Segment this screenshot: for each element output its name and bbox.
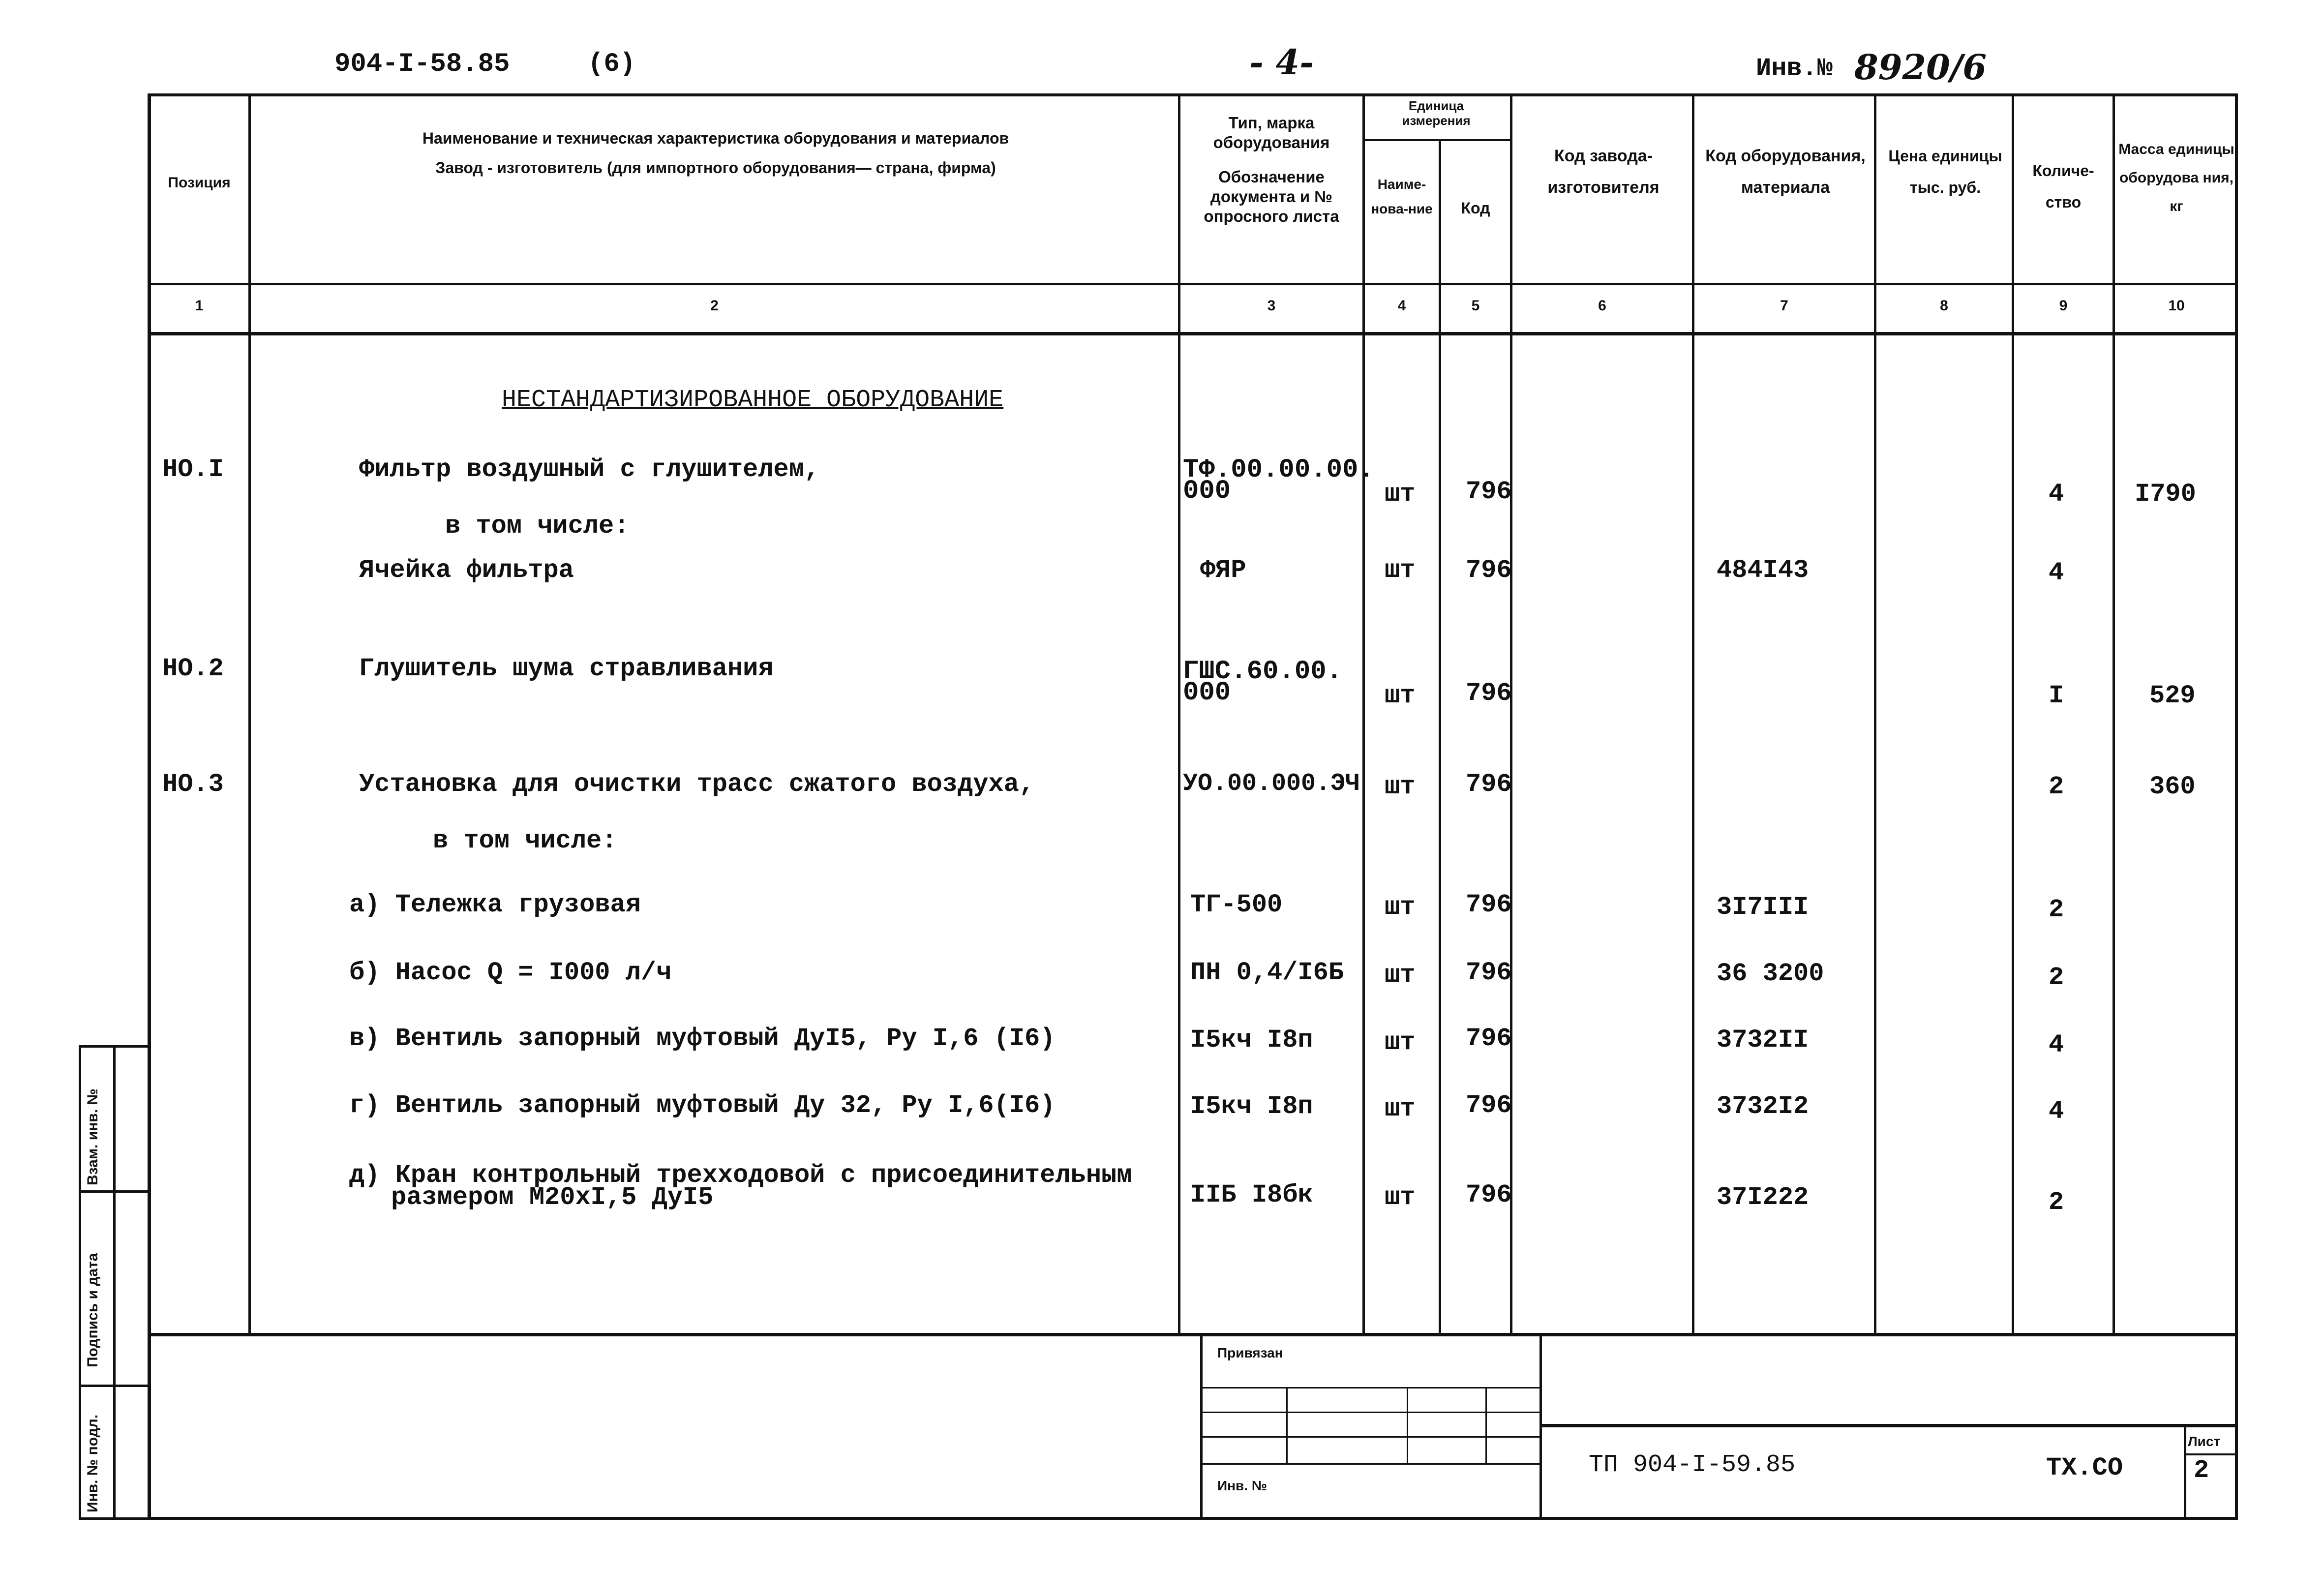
row-10-name: д) Кран контрольный трехходовой с присоединительным xyxy=(349,1161,1132,1190)
footer-mark: ТХ.СО xyxy=(2046,1453,2123,1482)
col-divider-6 xyxy=(1692,93,1694,1335)
row-10-unit: шт xyxy=(1385,1183,1416,1212)
colnum-3: 3 xyxy=(1267,298,1276,314)
row-9-unit: шт xyxy=(1385,1094,1416,1123)
side-stamp-inner-line xyxy=(113,1045,116,1520)
row-1-name: в том числе: xyxy=(445,512,630,541)
row-7-code: 796 xyxy=(1466,958,1512,987)
header-bottom-line xyxy=(148,283,2238,285)
row-7-unit: шт xyxy=(1385,961,1416,990)
side-label-podpis: Подпись и дата xyxy=(85,1253,101,1367)
row-3-mass: 529 xyxy=(2149,681,2196,710)
row-2-qty: 4 xyxy=(2049,558,2064,587)
row-4-pos: НО.3 xyxy=(162,770,224,799)
row-4-unit: шт xyxy=(1385,772,1416,801)
header-equip-code: Код оборудования, материала xyxy=(1705,147,1866,197)
side-label-vzam: Взам. инв. № xyxy=(85,1088,101,1185)
col-divider-1 xyxy=(248,93,251,1335)
colnum-bottom-line xyxy=(148,332,2238,335)
row-5-name: в том числе: xyxy=(433,826,617,855)
priv-grid-v3 xyxy=(1485,1387,1487,1463)
row-9-qty: 4 xyxy=(2049,1097,2064,1126)
row-9-type: I5кч I8п xyxy=(1190,1092,1313,1121)
colnum-9: 9 xyxy=(2059,298,2068,314)
row-6-type: ТГ-500 xyxy=(1190,890,1283,919)
row-3-unit: шт xyxy=(1385,681,1416,710)
header-type-line1: Тип, марка оборудования xyxy=(1213,114,1330,151)
row-7-qty: 2 xyxy=(2049,963,2064,992)
colnum-7: 7 xyxy=(1780,298,1788,314)
colnum-5: 5 xyxy=(1471,298,1480,314)
side-stamp-h2 xyxy=(79,1385,150,1387)
row-8-unit: шт xyxy=(1385,1028,1416,1057)
section-title: НЕСТАНДАРТИЗИРОВАННОЕ ОБОРУДОВАНИЕ xyxy=(502,386,1004,414)
header-unit-group: Единица измерения xyxy=(1402,98,1471,128)
row-9-code: 796 xyxy=(1466,1091,1512,1120)
row-10-equip-code: 37I222 xyxy=(1717,1183,1809,1212)
row-6-code: 796 xyxy=(1466,890,1512,919)
side-label-inv-podl: Инв. № подл. xyxy=(85,1414,101,1512)
row-10-type: IIБ I8бк xyxy=(1190,1180,1313,1209)
header-name xyxy=(374,125,1057,181)
footer-doc-code: ТП 904-I-59.85 xyxy=(1589,1451,1796,1479)
row-9-equip-code: 3732I2 xyxy=(1717,1092,1809,1121)
row-8-code: 796 xyxy=(1466,1024,1512,1053)
col-divider-2 xyxy=(1178,93,1180,1335)
header-pos: Позиция xyxy=(168,175,231,191)
row-2-code: 796 xyxy=(1466,556,1512,585)
row-8-equip-code: 3732II xyxy=(1717,1026,1809,1055)
row-3-type2: 000 xyxy=(1183,678,1231,708)
row-2-unit: шт xyxy=(1385,556,1416,585)
header-factory-code: Код завода-изготовителя xyxy=(1547,147,1660,197)
header-qty: Количе-ство xyxy=(2032,162,2094,211)
row-6-name: а) Тележка грузовая xyxy=(349,890,641,919)
row-10-qty: 2 xyxy=(2049,1188,2064,1217)
row-0-type: ТФ.00.00.00. xyxy=(1183,455,1374,485)
row-9-name: г) Вентиль запорный муфтовый Ду 32, Ру I,6(I6) xyxy=(349,1091,1056,1120)
colnum-10: 10 xyxy=(2168,298,2185,314)
priv-grid-h4 xyxy=(1203,1463,1539,1465)
row-4-type: УО.00.000.ЭЧ xyxy=(1183,770,1360,798)
unit-group-line xyxy=(1362,139,1510,141)
inv-label: Инв.№ xyxy=(1756,54,1833,83)
header-unit-name: Наиме-нова-ние xyxy=(1371,177,1433,216)
row-6-unit: шт xyxy=(1385,893,1416,922)
col-divider-4 xyxy=(1439,139,1441,1335)
footer-sheet-value: 2 xyxy=(2194,1456,2209,1485)
col-divider-8 xyxy=(2012,93,2014,1335)
priv-grid-v1 xyxy=(1286,1387,1288,1463)
priv-grid-h2 xyxy=(1203,1412,1539,1413)
row-0-code: 796 xyxy=(1466,477,1512,506)
col-divider-5 xyxy=(1510,93,1512,1335)
footer-code-line xyxy=(1542,1424,2238,1427)
priv-grid-h1 xyxy=(1203,1387,1539,1388)
side-stamp-h1 xyxy=(79,1190,150,1193)
page-mark: - 4- xyxy=(1249,42,1314,83)
footer-privyazan: Привязан xyxy=(1217,1345,1283,1360)
row-3-pos: НО.2 xyxy=(162,654,224,683)
row-2-name: Ячейка фильтра xyxy=(359,556,574,585)
row-0-pos: НО.I xyxy=(162,455,224,484)
header-type-line2: Обозначение документа и № опросного листа xyxy=(1204,168,1339,225)
row-0-qty: 4 xyxy=(2049,480,2064,509)
row-3-type: ГШС.60.00. xyxy=(1183,657,1343,687)
header-type xyxy=(1180,113,1362,226)
row-4-mass: 360 xyxy=(2149,772,2196,801)
inv-value: 8920/6 xyxy=(1854,47,1987,88)
row-3-code: 796 xyxy=(1466,679,1512,708)
row-7-name: б) Насос Q = I000 л/ч xyxy=(349,958,672,987)
row-2-equip-code: 484I43 xyxy=(1717,556,1809,585)
header-unit-code: Код xyxy=(1461,199,1490,217)
footer-top-line xyxy=(148,1333,2238,1336)
row-0-unit: шт xyxy=(1385,480,1416,509)
row-6-qty: 2 xyxy=(2049,895,2064,924)
colnum-8: 8 xyxy=(1940,298,1948,314)
row-7-type: ПН 0,4/I6Б xyxy=(1190,958,1344,987)
header-name-line1: Наименование и техническая характеристика оборудования и материалов xyxy=(422,129,1009,147)
row-0-name: Фильтр воздушный с глушителем, xyxy=(359,455,820,484)
header-price: Цена единицы тыс. руб. xyxy=(1888,147,2002,196)
row-4-code: 796 xyxy=(1466,770,1512,799)
row-3-qty: I xyxy=(2049,681,2064,710)
doc-number: 904-I-58.85 xyxy=(334,49,510,79)
row-10-code: 796 xyxy=(1466,1180,1512,1209)
footer-privyazan-left xyxy=(1200,1333,1203,1520)
row-8-name: в) Вентиль запорный муфтовый ДуI5, Ру I,6 (I6) xyxy=(349,1024,1056,1053)
row-6-equip-code: 3I7III xyxy=(1717,893,1809,922)
row-8-type: I5кч I8п xyxy=(1190,1026,1313,1055)
col-divider-3 xyxy=(1362,93,1365,1335)
footer-sheet-divider xyxy=(2184,1426,2186,1520)
row-7-equip-code: 36 3200 xyxy=(1717,959,1824,988)
footer-sheet-line xyxy=(2184,1453,2238,1455)
footer-inv-no: Инв. № xyxy=(1217,1478,1268,1493)
row-4-qty: 2 xyxy=(2049,772,2064,801)
row-4-name: Установка для очистки трасс сжатого воздуха, xyxy=(359,770,1035,799)
priv-grid-v2 xyxy=(1407,1387,1408,1463)
colnum-4: 4 xyxy=(1397,298,1406,314)
row-10-name2: размером М20хI,5 ДуI5 xyxy=(391,1183,714,1212)
priv-grid-h3 xyxy=(1203,1436,1539,1438)
header-mass: Масса единицы оборудова ния, кг xyxy=(2118,141,2234,214)
row-8-qty: 4 xyxy=(2049,1030,2064,1059)
row-2-type: ФЯР xyxy=(1200,556,1246,585)
row-0-type2: 000 xyxy=(1183,476,1231,506)
col-divider-9 xyxy=(2113,93,2115,1335)
row-3-name: Глушитель шума стравливания xyxy=(359,654,774,683)
col-divider-7 xyxy=(1874,93,1876,1335)
colnum-2: 2 xyxy=(710,298,719,314)
sheet-paren: (6) xyxy=(588,49,636,79)
colnum-1: 1 xyxy=(195,298,204,314)
header-name-line2: Завод - изготовитель (для импортного оборудования— страна, фирма) xyxy=(435,159,996,177)
row-0-mass: I790 xyxy=(2135,480,2196,509)
colnum-6: 6 xyxy=(1598,298,1606,314)
footer-sheet-label: Лист xyxy=(2188,1434,2221,1449)
